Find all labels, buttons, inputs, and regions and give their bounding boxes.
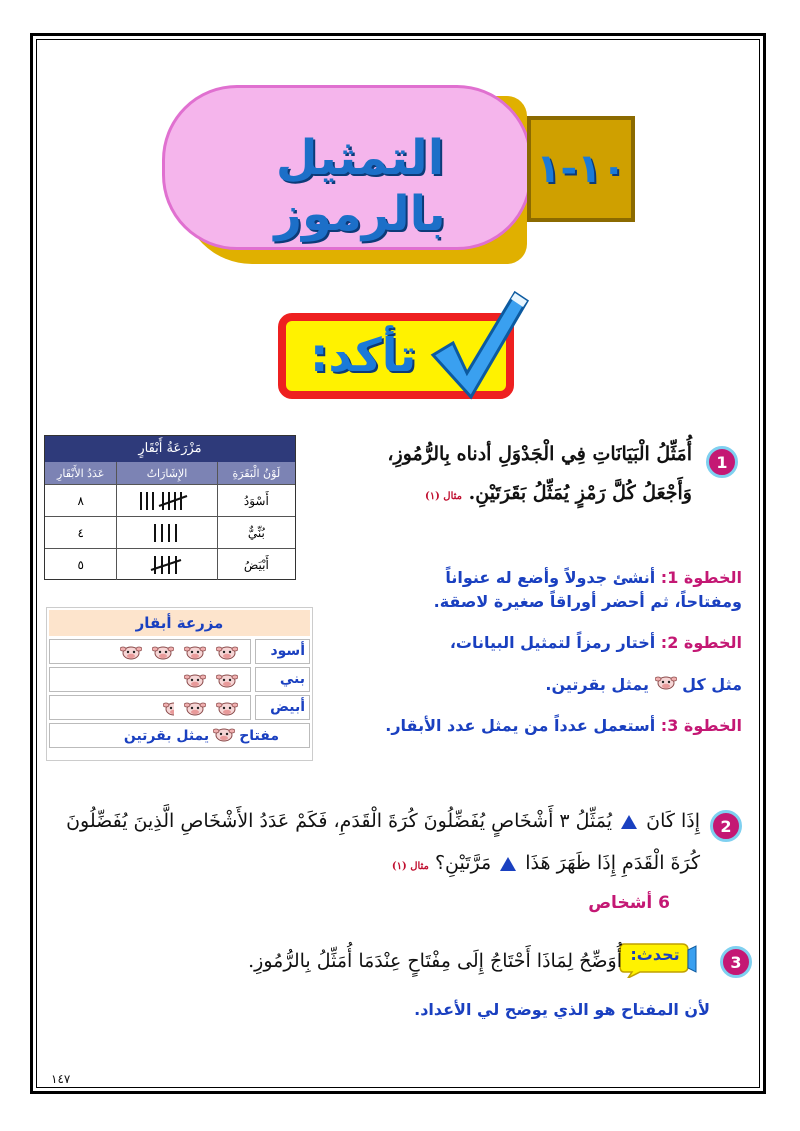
question-number-badge: 1 [706,446,738,478]
row-label: أبيض [255,695,310,720]
table-row [45,548,295,580]
page-number: ١٤٧ [51,1072,71,1086]
color-cell: أَسْوَدُ [243,493,269,508]
q2-line1 [60,810,700,832]
row-label: أسود [255,639,310,664]
q2-line2 [60,852,700,874]
lesson-number-box [527,116,635,222]
tally-marks-cell [117,485,217,516]
check-banner-label: تأكد: [310,328,417,382]
key-prefix: مفتاح [239,727,279,744]
cow-icon [184,672,206,688]
cow-icon [184,644,206,660]
picture-graph-row [49,695,310,720]
q1-line2-text: وَأَجْعَلُ كُلَّ رَمْزٍ يُمَثِّلُ بَقَرَتَيْنِ. [468,482,692,504]
picture-graph-row [49,667,310,692]
q2-line2-b: مَرَّتَيْنِ؟ [434,852,492,874]
tally-marks-4 [147,522,187,544]
picture-graph [46,607,313,761]
cow-icons [49,695,251,720]
cow-icons [49,639,251,664]
example-reference: مثال (١) [424,491,462,502]
q3-answer: لأن المفتاح هو الذي يوضح لي الأعداد. [414,1000,710,1019]
step-label: الخطوة 2: [660,633,742,652]
example-reference: مثال (١) [391,861,429,872]
cow-icon [655,675,677,694]
q2-line1-b: يُمَثِّلُ ٣ أَشْخَاصٍ يُفَضِّلُونَ كُرَةَ الْقَدَمِ، فَكَمْ عَدَدُ الأَشْخَاصِ الَّذِينَ يُفَضِّلُونَ [66,810,613,832]
step-text: أستعمل عدداً من يمثل عدد الأبقار. [385,716,656,735]
q1-line1: أُمَثِّلُ الْبَيَانَاتِ فِي الْجَدْوَلِ أدناه بِالرُّمُوزِ، [387,443,692,465]
count-cell: ٤ [45,517,117,548]
q2-line2-a: كُرَةَ الْقَدَمِ إِذَا ظَهَرَ هَذَا [525,852,700,874]
step-2-continued [342,674,742,694]
lesson-title: التمثيل بالرموز [274,130,446,242]
tally-marks-cell [117,517,217,548]
step-text-before: مثل كل [682,675,742,694]
q2-answer: 6 أشخاص [588,893,670,913]
triangle-icon [621,815,637,829]
picture-graph-title: مزرعة أبقار [49,610,310,636]
row-label: بني [255,667,310,692]
cow-icon [216,672,238,688]
half-cow-icon [163,700,174,716]
question-number-badge: 2 [710,810,742,842]
count-cell: ٥ [45,549,117,580]
cow-icon [120,644,142,660]
tally-table-header [45,462,295,484]
cow-icon [655,674,677,690]
step-1 [342,568,742,587]
question-number-badge: 3 [720,946,752,978]
header-color: لَوْنُ الْبَقَرَةِ [232,466,281,480]
step-text: أختار رمزاً لتمثيل البيانات، [449,633,656,652]
step-text: أنشئ جدولاً وأضع له عنواناً [445,568,656,587]
color-cell: بُنِّيٌّ [247,525,265,540]
q3-text: أُوَضِّحُ لِمَاذَا أَحْتَاجُ إِلَى مِفْتَاحٍ عِنْدَمَا أُمَثِّلُ بِالرُّمُوزِ. [248,950,622,972]
checkmark-icon [415,285,535,405]
lesson-number: ١٠-١ [536,146,626,192]
header-count: عَدَدُ الأَبْقَارِ [45,462,117,484]
table-row [45,516,295,548]
step-2 [342,633,742,652]
step-1-continued: ومفتاحاً، ثم أحضر أوراقاً صغيرة لاصقة. [433,592,742,611]
triangle-icon [500,857,516,871]
step-label: الخطوة 1: [660,568,742,587]
cow-icon [216,700,238,716]
q2-line1-a: إِذَا كَانَ [646,810,700,832]
step-text-after: يمثل بقرتين. [545,675,649,694]
count-cell: ٨ [45,485,117,516]
talk-label: تحدث: [630,945,680,964]
tally-marks-8 [137,490,197,512]
cow-icons [49,667,251,692]
step-3 [342,716,742,735]
picture-graph-key [49,723,310,748]
color-cell: أَبْيَضُ [243,557,269,572]
picture-graph-row [49,639,310,664]
cow-icon [213,726,235,742]
header-marks: الإِشَارَاتُ [117,462,217,484]
cow-icon [184,700,206,716]
key-suffix: يمثل بقرتين [123,727,210,744]
tally-marks-cell [117,549,217,580]
cow-icon [213,726,235,746]
tally-table-title: مَزْرَعَةُ أَبْقَارٍ [45,436,295,462]
cow-icon [152,644,174,660]
tally-marks-5 [147,554,187,576]
step-label: الخطوة 3: [660,716,742,735]
q1-line2 [212,482,692,504]
cow-icon [216,644,238,660]
